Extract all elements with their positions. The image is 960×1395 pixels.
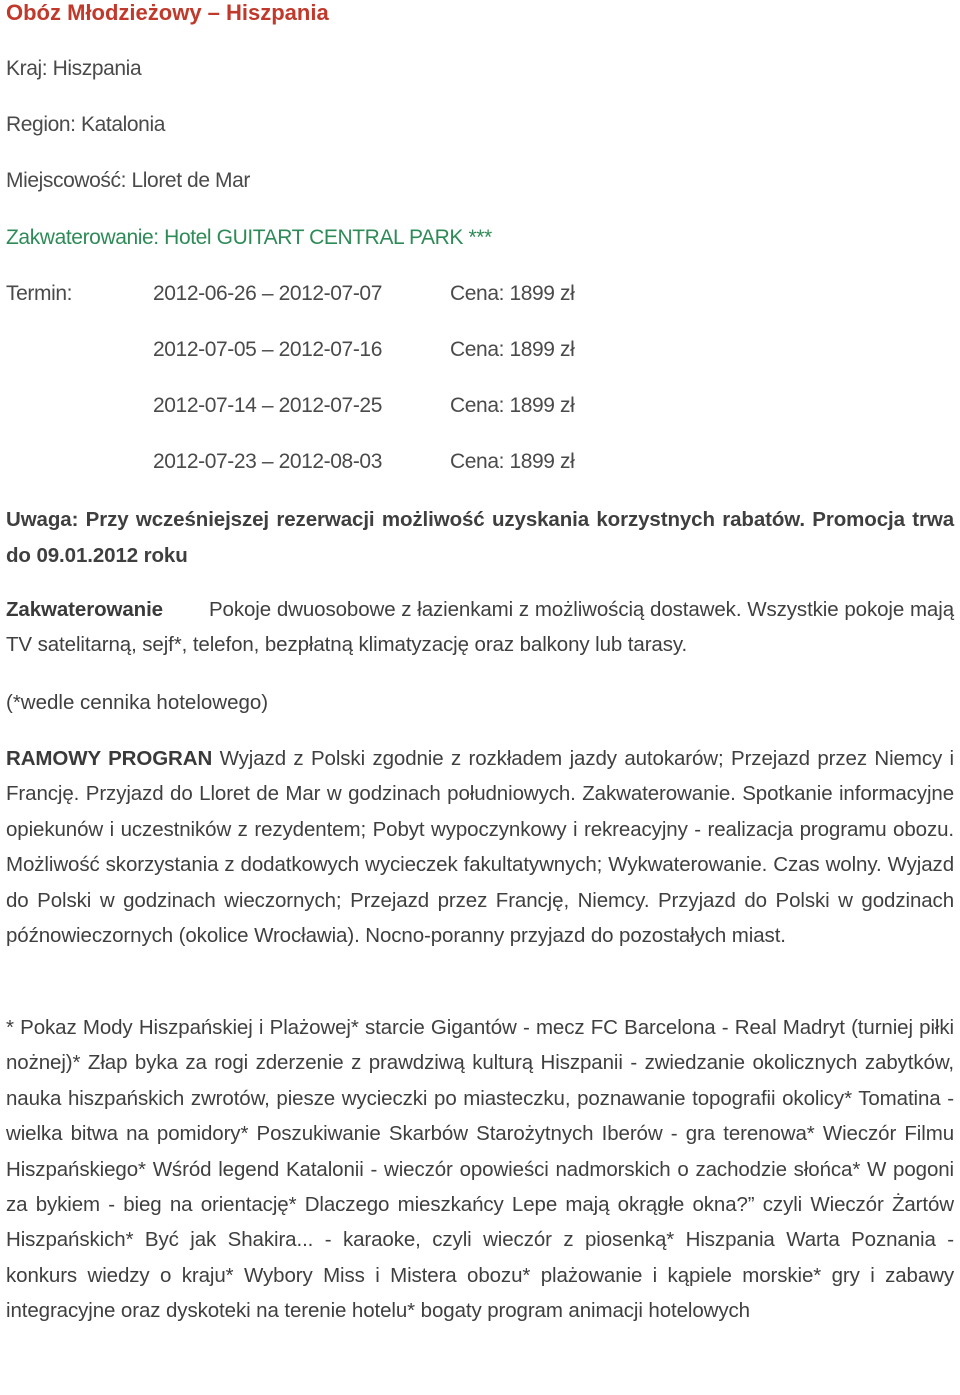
- program-label: RAMOWY PROGRAN: [6, 747, 213, 770]
- term-price: Cena: 1899 zł: [450, 394, 575, 417]
- discount-note: Uwaga: Przy wcześniejszej rezerwacji możliwość uzyskania korzystnych rabatów. Promocja trwa do 09.01.2012 roku: [6, 508, 954, 567]
- program-text: Wyjazd z Polski zgodnie z rozkładem jazdy autokarów; Przejazd przez Niemcy i Francję. Przyjazd do Lloret de Mar w godzinach południowych. Zakwaterowanie. Spotkanie informacyjne opiekunów i uczestników z rezydentem; Pobyt wypoczynkowy i rekreacyjny - realizacja programu obozu. Możliwość skorzystania z dodatkowych wycieczek fakultatywnych; Wykwaterowanie. Czas wolny. Wyjazd do Polski w godzinach wieczornych; Przejazd przez Francję, Niemcy. Przyjazd do Polski w godzinach późnowieczornych (okolice Wrocławia). Nocno-poranny przyjazd do pozostałych miast.: [6, 747, 954, 948]
- term-dates: 2012-07-23 – 2012-08-03: [153, 450, 382, 473]
- term-dates: 2012-07-05 – 2012-07-16: [153, 338, 382, 361]
- town-field: Miejscowość: Lloret de Mar: [6, 169, 251, 192]
- attractions-list: * Pokaz Mody Hiszpańskiej i Plażowej* starcie Gigantów - mecz FC Barcelona - Real Madryt (turniej piłki nożnej)* Złap byka za rogi zderzenie z prawdziwą kulturą Hiszpanii - zwiedzanie okolicznych zabytków, nauka hiszpańskich zwrotów, piesze wycieczki po miasteczku, poznawanie topografii okolicy* Tomatina - wielka bitwa na pomidory* Poszukiwanie Skarbów Starożytnych Iberów - gra terenowa* Wieczór Filmu Hiszpańskiego* Wśród legend Katalonii - wieczór opowieści nadmorskich o zachodzie słońca* W pogoni za bykiem - bieg na orientację* Dlaczego mieszkańcy Lepe mają okrągłe okna?” czyli Wieczór Żartów Hiszpańskich* Być jak Shakira... - karaoke, czyli wieczór z piosenką* Hiszpania Warta Poznania - konkurs wiedzy o kraju* Wybory Miss i Mistera obozu* plażowanie i kąpiele morskie* gry i zabawy integracyjne oraz dyskoteki na terenie hotelu* bogaty program animacji hotelowych: [6, 1016, 954, 1323]
- term-dates: 2012-07-14 – 2012-07-25: [153, 394, 382, 417]
- term-price: Cena: 1899 zł: [450, 338, 575, 361]
- hotel-note: (*wedle cennika hotelowego): [6, 691, 269, 714]
- accommodation-label: Zakwaterowanie: [6, 598, 163, 621]
- term-price: Cena: 1899 zł: [450, 282, 575, 305]
- term-dates: 2012-06-26 – 2012-07-07: [153, 282, 382, 305]
- page-title: Obóz Młodzieżowy – Hiszpania: [6, 0, 329, 25]
- region-field: Region: Katalonia: [6, 113, 165, 136]
- term-price: Cena: 1899 zł: [450, 450, 575, 473]
- accommodation-text: Pokoje dwuosobowe z łazienkami z możliwością dostawek. Wszystkie pokoje mają TV satelitarną, sejf*, telefon, bezpłatną klimatyzację oraz balkony lub tarasy.: [6, 598, 954, 657]
- accommodation-section: [6, 592, 954, 663]
- country-field: Kraj: Hiszpania: [6, 57, 142, 80]
- program-section: [6, 741, 954, 953]
- terms-label: Termin:: [6, 282, 73, 305]
- accommodation-header: Zakwaterowanie: Hotel GUITART CENTRAL PARK ***: [6, 226, 492, 249]
